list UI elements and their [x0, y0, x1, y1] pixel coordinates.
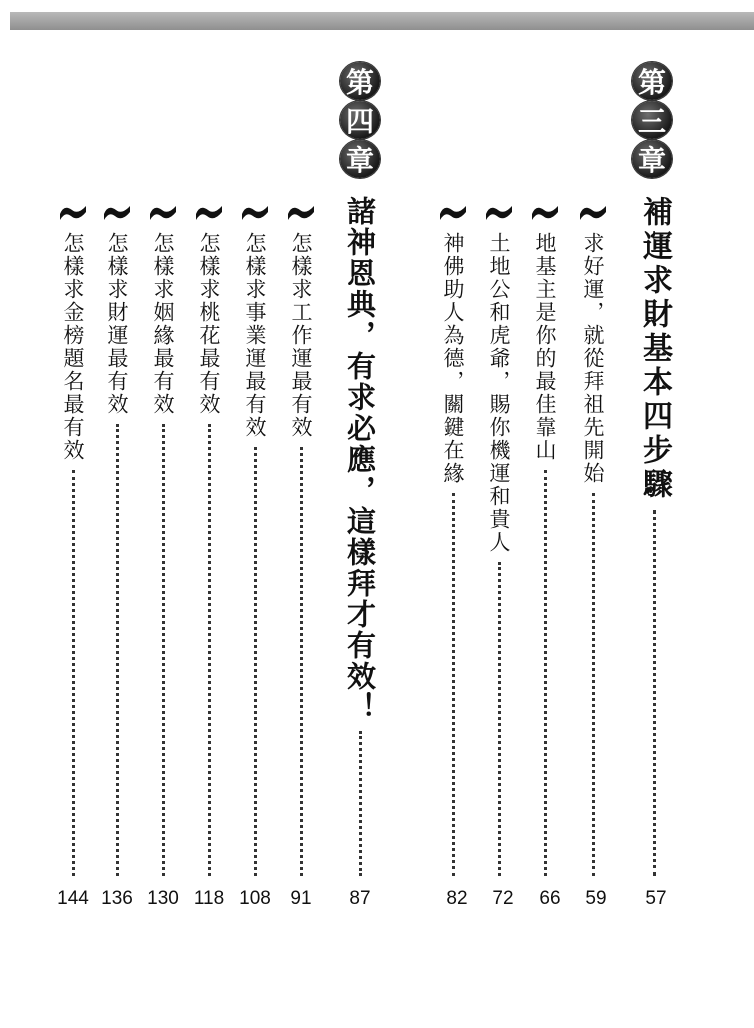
page-number: 57	[645, 888, 667, 909]
page-number: 66	[539, 888, 561, 909]
leader-dots	[254, 447, 257, 876]
swirl-bullet-icon	[194, 200, 224, 224]
badge-char: 章	[632, 140, 672, 178]
chapter-4-badge	[338, 62, 382, 178]
toc-item-text: 怎樣求姻緣最有效	[151, 232, 175, 416]
swirl-bullet-icon	[102, 200, 132, 224]
chapter-title: 補運求財基本四步驟	[637, 196, 672, 502]
swirl-bullet-icon	[578, 200, 608, 224]
swirl-bullet-icon	[286, 200, 316, 224]
page-number: 144	[57, 888, 89, 909]
swirl-bullet-icon	[58, 200, 88, 224]
page-number: 82	[446, 888, 468, 909]
page-number: 59	[585, 888, 607, 909]
toc-item[interactable]	[148, 200, 178, 876]
toc-item-text: 怎樣求工作運最有效	[289, 232, 313, 439]
swirl-bullet-icon	[148, 200, 178, 224]
page-number: 87	[349, 888, 371, 909]
leader-dots	[544, 470, 547, 876]
page-number: 91	[290, 888, 312, 909]
leader-dots	[498, 562, 501, 876]
toc-item-text: 怎樣求桃花最有效	[197, 232, 221, 416]
page-number: 108	[239, 888, 271, 909]
badge-char: 三	[632, 101, 672, 139]
toc-item[interactable]	[438, 200, 468, 876]
swirl-bullet-icon	[240, 200, 270, 224]
toc-item[interactable]	[286, 200, 316, 876]
swirl-bullet-icon	[438, 200, 468, 224]
page-number: 136	[101, 888, 133, 909]
page-number: 72	[492, 888, 514, 909]
toc-item-text: 土地公和虎爺，賜你機運和貴人	[487, 232, 511, 554]
toc-item[interactable]	[240, 200, 270, 876]
chapter-4-title-entry[interactable]	[340, 196, 381, 876]
toc-item[interactable]	[484, 200, 514, 876]
toc-item-text: 怎樣求金榜題名最有效	[61, 232, 85, 462]
toc-item[interactable]	[530, 200, 560, 876]
header-bar	[10, 12, 754, 30]
toc-item-text: 神佛助人為德，關鍵在緣	[441, 232, 465, 485]
chapter-title: 諸神恩典，有求必應，這樣拜才有效！	[343, 196, 377, 723]
toc-item-text: 求好運，就從拜祖先開始	[581, 232, 605, 485]
leader-dots	[592, 493, 595, 876]
leader-dots	[452, 493, 455, 876]
badge-char: 第	[340, 62, 380, 100]
leader-dots	[208, 424, 211, 876]
chapter-3-title-entry[interactable]	[632, 196, 676, 876]
toc-item-text: 怎樣求財運最有效	[105, 232, 129, 416]
leader-dots	[116, 424, 119, 876]
swirl-bullet-icon	[530, 200, 560, 224]
badge-char: 第	[632, 62, 672, 100]
toc-item[interactable]	[578, 200, 608, 876]
leader-dots	[653, 510, 656, 876]
toc-item[interactable]	[194, 200, 224, 876]
badge-char: 四	[340, 101, 380, 139]
toc-item[interactable]	[58, 200, 88, 876]
leader-dots	[300, 447, 303, 876]
swirl-bullet-icon	[484, 200, 514, 224]
leader-dots	[162, 424, 165, 876]
leader-dots	[72, 470, 75, 876]
toc-item-text: 地基主是你的最佳靠山	[533, 232, 557, 462]
leader-dots	[359, 731, 362, 876]
page-number: 130	[147, 888, 179, 909]
page-number: 118	[193, 888, 225, 909]
toc-item-text: 怎樣求事業運最有效	[243, 232, 267, 439]
toc-item[interactable]	[102, 200, 132, 876]
badge-char: 章	[340, 140, 380, 178]
chapter-3-badge	[630, 62, 674, 178]
